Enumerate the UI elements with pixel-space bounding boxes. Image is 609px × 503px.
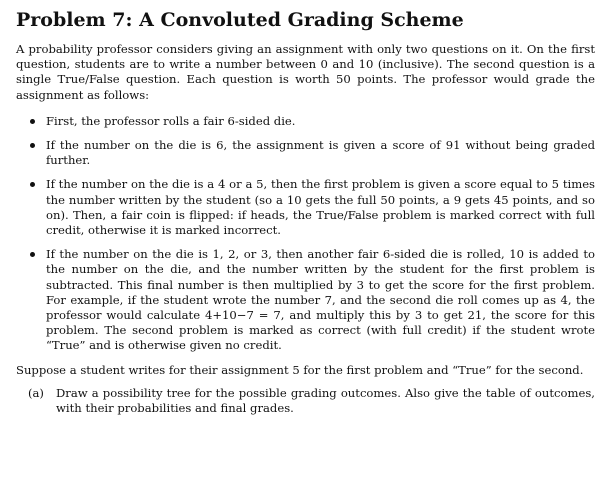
grading-rules-list — [16, 114, 595, 354]
bullet-icon — [30, 143, 35, 148]
grading-rule-item — [30, 247, 595, 353]
grading-rule-text: If the number on the die is a 4 or a 5, then the first problem is given a score equal to 5 times the number written by the student (so a 10 gets the full 50 points, a 9 gets 45 points, and so on). Then, a fair coin is flipped: if heads, the True/False problem is marked correct with full credit, otherwise it is marked incorrect. — [46, 177, 595, 238]
bullet-icon — [30, 252, 35, 257]
suppose-statement: Suppose a student writes for their assignment 5 for the first problem and “True” for the second. — [16, 362, 584, 377]
grading-rule-item — [30, 177, 595, 238]
part-label: (a) — [28, 385, 44, 400]
problem-intro: A probability professor considers giving an assignment with only two questions on it. On the first question, students are to write a number between 0 and 10 (inclusive). The second question is a single True/False question. Each question is worth 50 points. The professor would grade the assignment as follows: — [16, 42, 595, 102]
question-parts-list — [16, 386, 595, 416]
question-part — [28, 386, 595, 416]
grading-rule-text: If the number on the die is 6, the assignment is given a score of 91 without being graded further. — [46, 138, 595, 168]
grading-rule-item — [30, 114, 595, 129]
bullet-icon — [30, 119, 35, 124]
part-text: Draw a possibility tree for the possible grading outcomes. Also give the table of outcomes, with their probabilities and final grades. — [56, 385, 595, 416]
problem-title: Problem 7: A Convoluted Grading Scheme — [16, 9, 464, 31]
grading-rule-item — [30, 138, 595, 168]
bullet-icon — [30, 182, 35, 187]
grading-rule-text: First, the professor rolls a fair 6-sided die. — [46, 113, 296, 128]
grading-rule-text: If the number on the die is 1, 2, or 3, then another fair 6-sided die is rolled, 10 is added to the number on the die, and the number written by the student for the first problem is subtracted. This final number is then multiplied by 3 to get the score for the first problem. For example, if the student wrote the number 7, and the second die roll comes up as 4, the professor would calculate 4+10−7 = 7, and multiply this by 3 to get 21, the score for this problem. The second problem is marked as correct (with full credit) if the student wrote “True” and is otherwise given no credit. — [46, 247, 595, 353]
